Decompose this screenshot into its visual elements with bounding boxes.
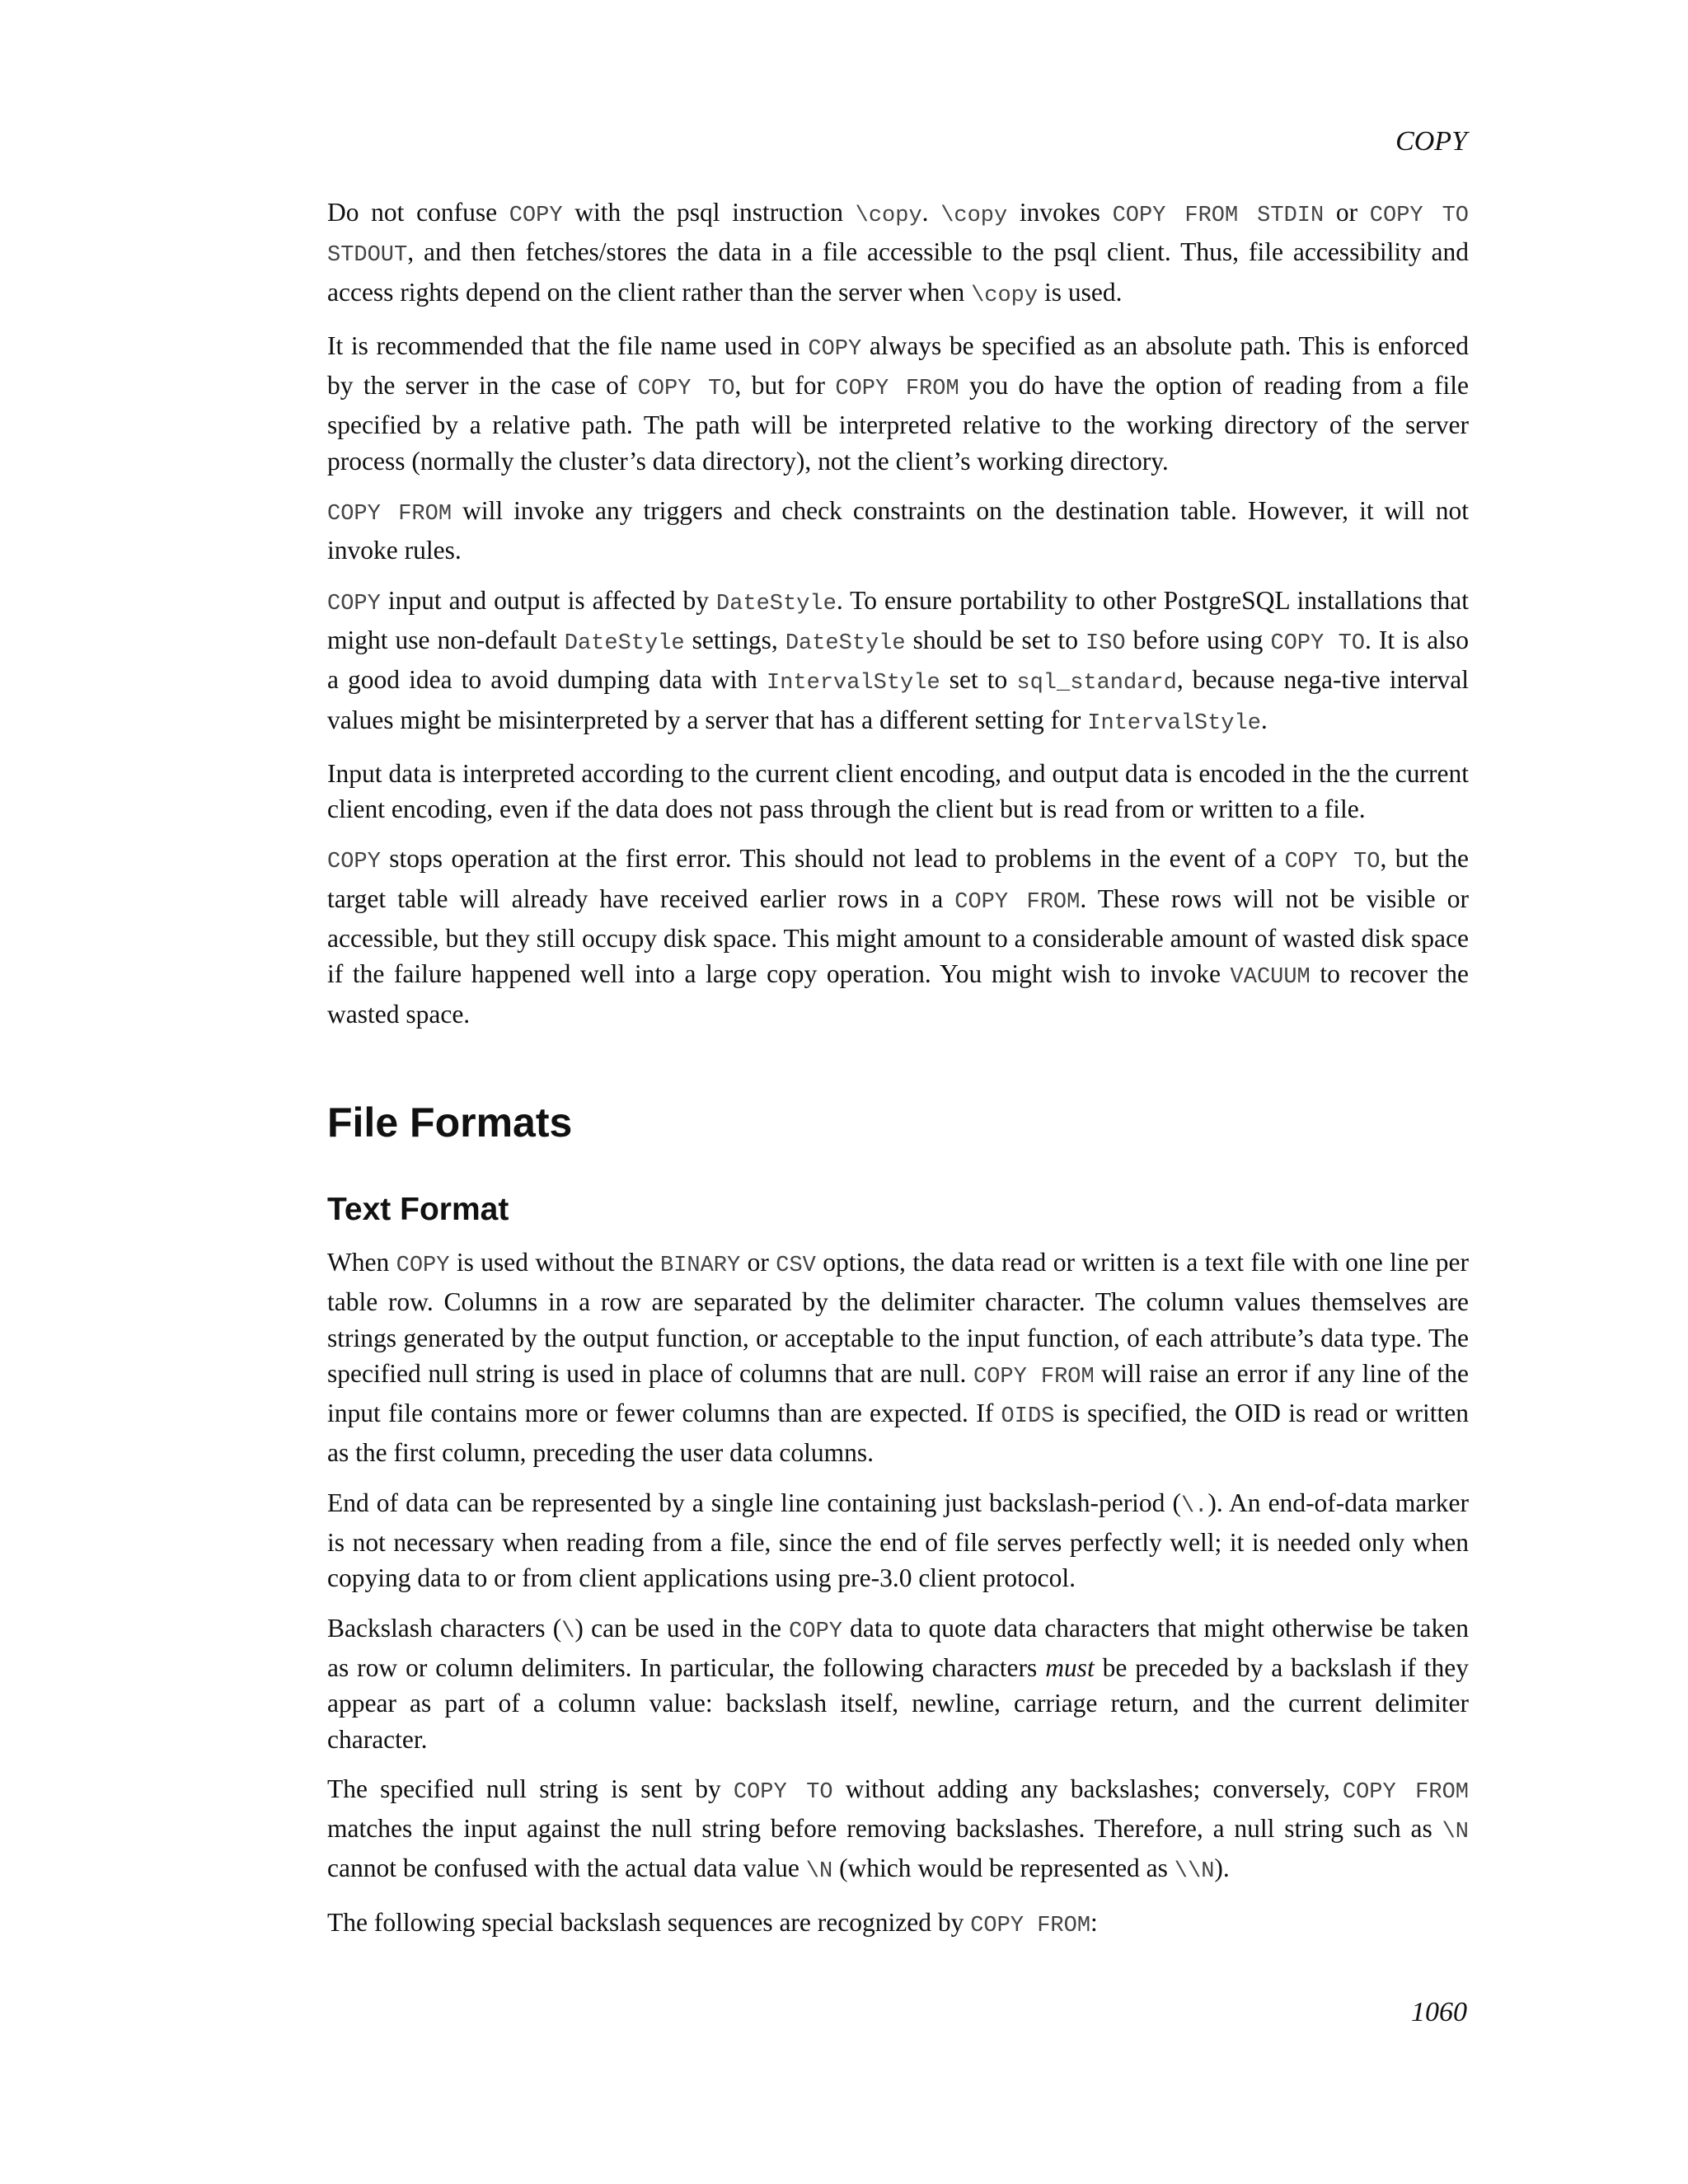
inline-code: \copy [855,204,922,228]
inline-code: COPY FROM [327,502,452,527]
inline-code: COPY [396,1253,450,1278]
inline-code: COPY TO [1284,850,1381,875]
inline-code: \ [561,1619,575,1644]
inline-code: OIDS [1001,1404,1055,1430]
paragraph: It is recommended that the file name used in COPY always be specified as an absolute path. This is enforced by the server in the case of COPY TO, but for COPY FROM you do have the option of reading from a file specified by a relative path. The path will be interpreted relative to the working directory of the server process (normally the cluster’s data directory), not the client’s working directory. [327,330,1469,476]
paragraph: COPY input and output is affected by DateStyle. To ensure portability to other PostgreSQL installations that might use non-default DateStyle settings, DateStyle should be set to ISO before using COPY TO. It is also a good idea to avoid dumping data with IntervalStyle set to sql_standard, because nega-tive interval values might be misinterpreted by a server that has a different setting for IntervalStyle. [327,585,1470,736]
inline-code: COPY FROM [970,1913,1091,1938]
inline-code: CSV [776,1253,816,1278]
inline-code: COPY [808,336,862,362]
inline-code: \copy [940,204,1008,228]
inline-code: \N [805,1859,833,1885]
inline-code: COPY FROM [835,377,959,402]
paragraph: The specified null string is sent by COPY TO without adding any backslashes; conversely, COPY FROM matches the input against the null string before removing backslashes. Therefore, a null string such as \N cannot be confused with the actual data value \N (which would be represented as \\N). [327,1774,1469,1885]
inline-code: \N [1442,1820,1469,1845]
page-content [327,194,1469,1958]
inline-code: VACUUM [1230,965,1311,991]
paragraph: When COPY is used without the BINARY or CSV options, the data read or written is a text file with one line per table row. Columns in a row are separated by the delimiter character. The column values themselves are strings generated by the output function, or acceptable to the input function, of each attribute’s data type. The specified null string is used in place of columns that are null. COPY FROM will raise an error if any line of the input file contains more or fewer columns than are expected. If OIDS is specified, the OID is read or written as the first column, preceding the user data columns. [327,1247,1470,1468]
inline-code: COPY TO [637,377,735,402]
page-number: 1060 [1411,1997,1467,2027]
inline-code: DateStyle [716,591,837,616]
inline-code: COPY TO [733,1779,833,1805]
inline-code: DateStyle [564,630,685,656]
inline-code: \\N [1174,1859,1215,1885]
paragraph: The following special backslash sequences are recognized by COPY FROM: [327,1907,1098,1938]
inline-code: COPY [327,591,381,616]
inline-code: COPY FROM [973,1364,1095,1390]
inline-code: DateStyle [785,630,906,656]
inline-code: COPY TO STDOUT [327,204,1470,269]
inline-code: \. [1180,1493,1208,1519]
running-header: COPY [1395,126,1467,157]
inline-code: COPY FROM STDIN [1112,204,1325,228]
inline-code: COPY [789,1619,842,1644]
paragraph: End of data can be represented by a single line containing just backslash-period (\.). An end-of-data marker is not necessary when reading from a file, since the end of file serves perfectly well; it is needed only when copying data to or from client applications using pre-3.0 client protocol. [327,1488,1469,1593]
paragraph: COPY stops operation at the first error. This should not lead to problems in the event of a COPY TO, but the target table will already have received earlier rows in a COPY FROM. These rows will not be visible or accessible, but they still occupy disk space. This might amount to a considerable amount of wasted disk space if the failure happened well into a large copy operation. You might wish to invoke VACUUM to recover the wasted space. [327,844,1469,1029]
emphasis: must [1045,1652,1095,1682]
inline-code: COPY FROM [1342,1779,1469,1805]
inline-code: IntervalStyle [767,671,940,696]
inline-code: IntervalStyle [1087,710,1261,736]
subsection-heading: Text Format [327,1191,509,1227]
inline-code: ISO [1085,630,1126,656]
inline-code: \copy [971,283,1039,308]
paragraph: Input data is interpreted according to the current client encoding, and output data is encoded in the the current client encoding, even if the data does not pass through the client but is read from or written to a file. [327,758,1469,824]
paragraph: Backslash characters (\) can be used in the COPY data to quote data characters that might otherwise be taken as row or column delimiters. In particular, the following characters must be preceded by a backslash if they appear as part of a column value: backslash itself, newline, carriage return, and the current delimiter character. [327,1613,1469,1754]
inline-code: COPY FROM [954,889,1081,915]
inline-code: BINARY [659,1253,741,1278]
inline-code: sql_standard [1016,671,1177,696]
paragraph: COPY FROM will invoke any triggers and check constraints on the destination table. However, it will not invoke rules. [327,496,1470,565]
inline-code: COPY TO [1270,630,1366,656]
inline-code: COPY [327,850,381,875]
section-heading: File Formats [327,1099,573,1146]
inline-code: COPY [509,204,563,228]
paragraph: Do not confuse COPY with the psql instruction \copy. \copy invokes COPY FROM STDIN or COPY TO STDOUT, and then fetches/stores the data in a file accessible to the psql client. Thus, file accessibility and access rights depend on the client rather than the server when \copy is used. [327,198,1470,308]
